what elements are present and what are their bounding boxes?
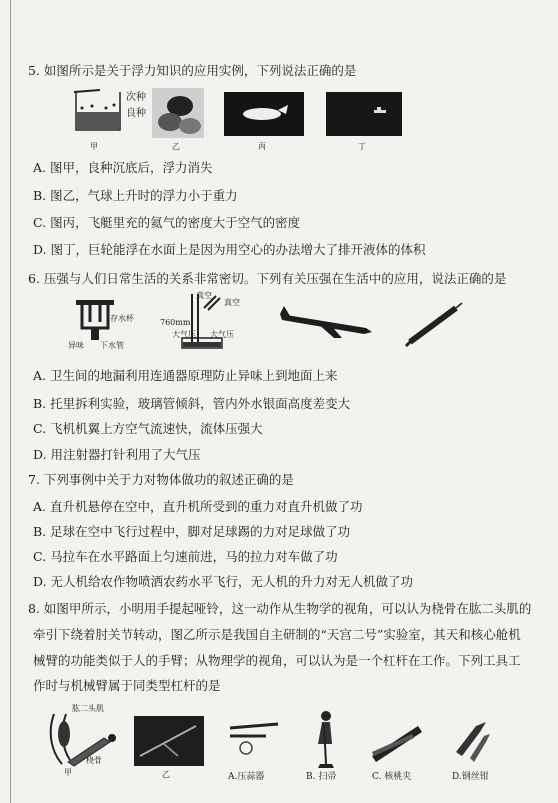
q8-label-muscle: 肱二头肌	[72, 704, 104, 713]
q8-option-d-label: D.钢丝钳	[452, 772, 489, 782]
q5-label-ci: 次种	[126, 92, 146, 103]
q6-option-a: A. 卫生间的地漏利用连通器原理防止异味上到地面上来	[33, 368, 338, 383]
margin-line	[10, 0, 11, 803]
q7-option-d: D. 无人机给农作物喷洒农药水平飞行，无人机的升力对无人机做了功	[33, 574, 414, 589]
q8-option-a-label: A.压蒜器	[228, 772, 265, 782]
q5-label-liang: 良种	[126, 108, 146, 119]
q5-fig-balloon	[152, 88, 204, 138]
q6-fig-airplane	[276, 304, 376, 340]
q8-fig-nutcracker	[366, 712, 428, 764]
q5-option-d: D. 图丁，巨轮能浮在水面上是因为用空心的办法增大了排开液体的体积	[33, 242, 426, 257]
q5-fig-ship	[326, 92, 402, 136]
q6-label-height: 760mm	[160, 318, 191, 327]
q6-option-c: C. 飞机机翼上方空气流速快，流体压强大	[33, 421, 263, 436]
q8-option-c-label: C. 核桃夹	[372, 772, 412, 782]
q7-option-c: C. 马拉车在水平路面上匀速前进，马的拉力对车做了功	[33, 549, 338, 564]
q6-option-d: D. 用注射器打针利用了大气压	[33, 447, 201, 462]
q8-fig-arm	[40, 708, 124, 770]
q6-label-zhenkong-2: 真空	[224, 298, 240, 307]
q8-label-bone: 桡骨	[86, 756, 102, 765]
q6-fig-syringe	[404, 300, 464, 348]
q8-stem-line-3: 械臂的功能类似于人的手臂；从物理学的视角，可以认为是一个杠杆在工作。下列工具工	[33, 653, 521, 668]
q5-label-c: 丙	[258, 142, 266, 151]
q7-stem: 7. 下列事例中关于力对物体做功的叙述正确的是	[28, 472, 294, 487]
q7-option-a: A. 直升机悬停在空中，直升机所受到的重力对直升机做了功	[33, 499, 363, 514]
q5-option-a: A. 图甲，良种沉底后，浮力消失	[33, 160, 213, 175]
q5-option-c: C. 图丙，飞艇里充的氦气的密度大于空气的密度	[33, 215, 301, 230]
q5-option-b: B. 图乙，气球上升时的浮力小于重力	[33, 188, 238, 203]
q5-fig-airship	[224, 92, 304, 136]
q6-stem: 6. 压强与人们日常生活的关系非常密切。下列有关压强在生活中的应用，说法正确的是	[28, 271, 507, 286]
q8-stem-line-1: 8. 如图甲所示，小明用手提起哑铃，这一动作从生物学的视角，可以认为桡骨在肱二头肌的	[28, 601, 532, 616]
q5-label-b: 乙	[172, 142, 180, 151]
q8-fig-space-station	[134, 716, 204, 766]
q8-stem-line-2: 牵引下绕着肘关节转动，图乙所示是我国自主研制的“天宫二号”实验室，其天和核心舱机	[33, 627, 521, 642]
q8-fig-broom	[304, 708, 344, 768]
q5-stem: 5. 如图所示是关于浮力知识的应用实例，下列说法正确的是	[28, 63, 357, 78]
q5-label-a: 甲	[90, 142, 98, 151]
q8-stem-line-4: 作时与机械臂属于同类型杠杆的是	[33, 678, 221, 693]
q6-option-b: B. 托里拆利实验，玻璃管倾斜，管内外水银面高度差变大	[33, 396, 351, 411]
q8-option-b-label: B. 扫帚	[306, 772, 337, 782]
q6-label-daqiya-1: 大气压	[172, 330, 196, 339]
q6-label-xiashuiguan: 下水管	[100, 341, 124, 350]
q7-option-b: B. 足球在空中飞行过程中，脚对足球踢的力对足球做了功	[33, 524, 351, 539]
q6-label-yiwei: 异味	[68, 341, 84, 350]
q6-label-zhenkong-1: 真空	[196, 291, 212, 300]
q6-label-daqiya-2: 大气压	[210, 330, 234, 339]
q8-label-jia: 甲	[64, 768, 72, 777]
q8-fig-pliers	[446, 712, 498, 764]
q5-label-d: 丁	[358, 142, 366, 151]
q8-label-yi: 乙	[162, 770, 170, 779]
q6-label-cunshuibei: 存水杯	[110, 314, 134, 323]
q8-fig-garlic-press	[226, 714, 282, 762]
